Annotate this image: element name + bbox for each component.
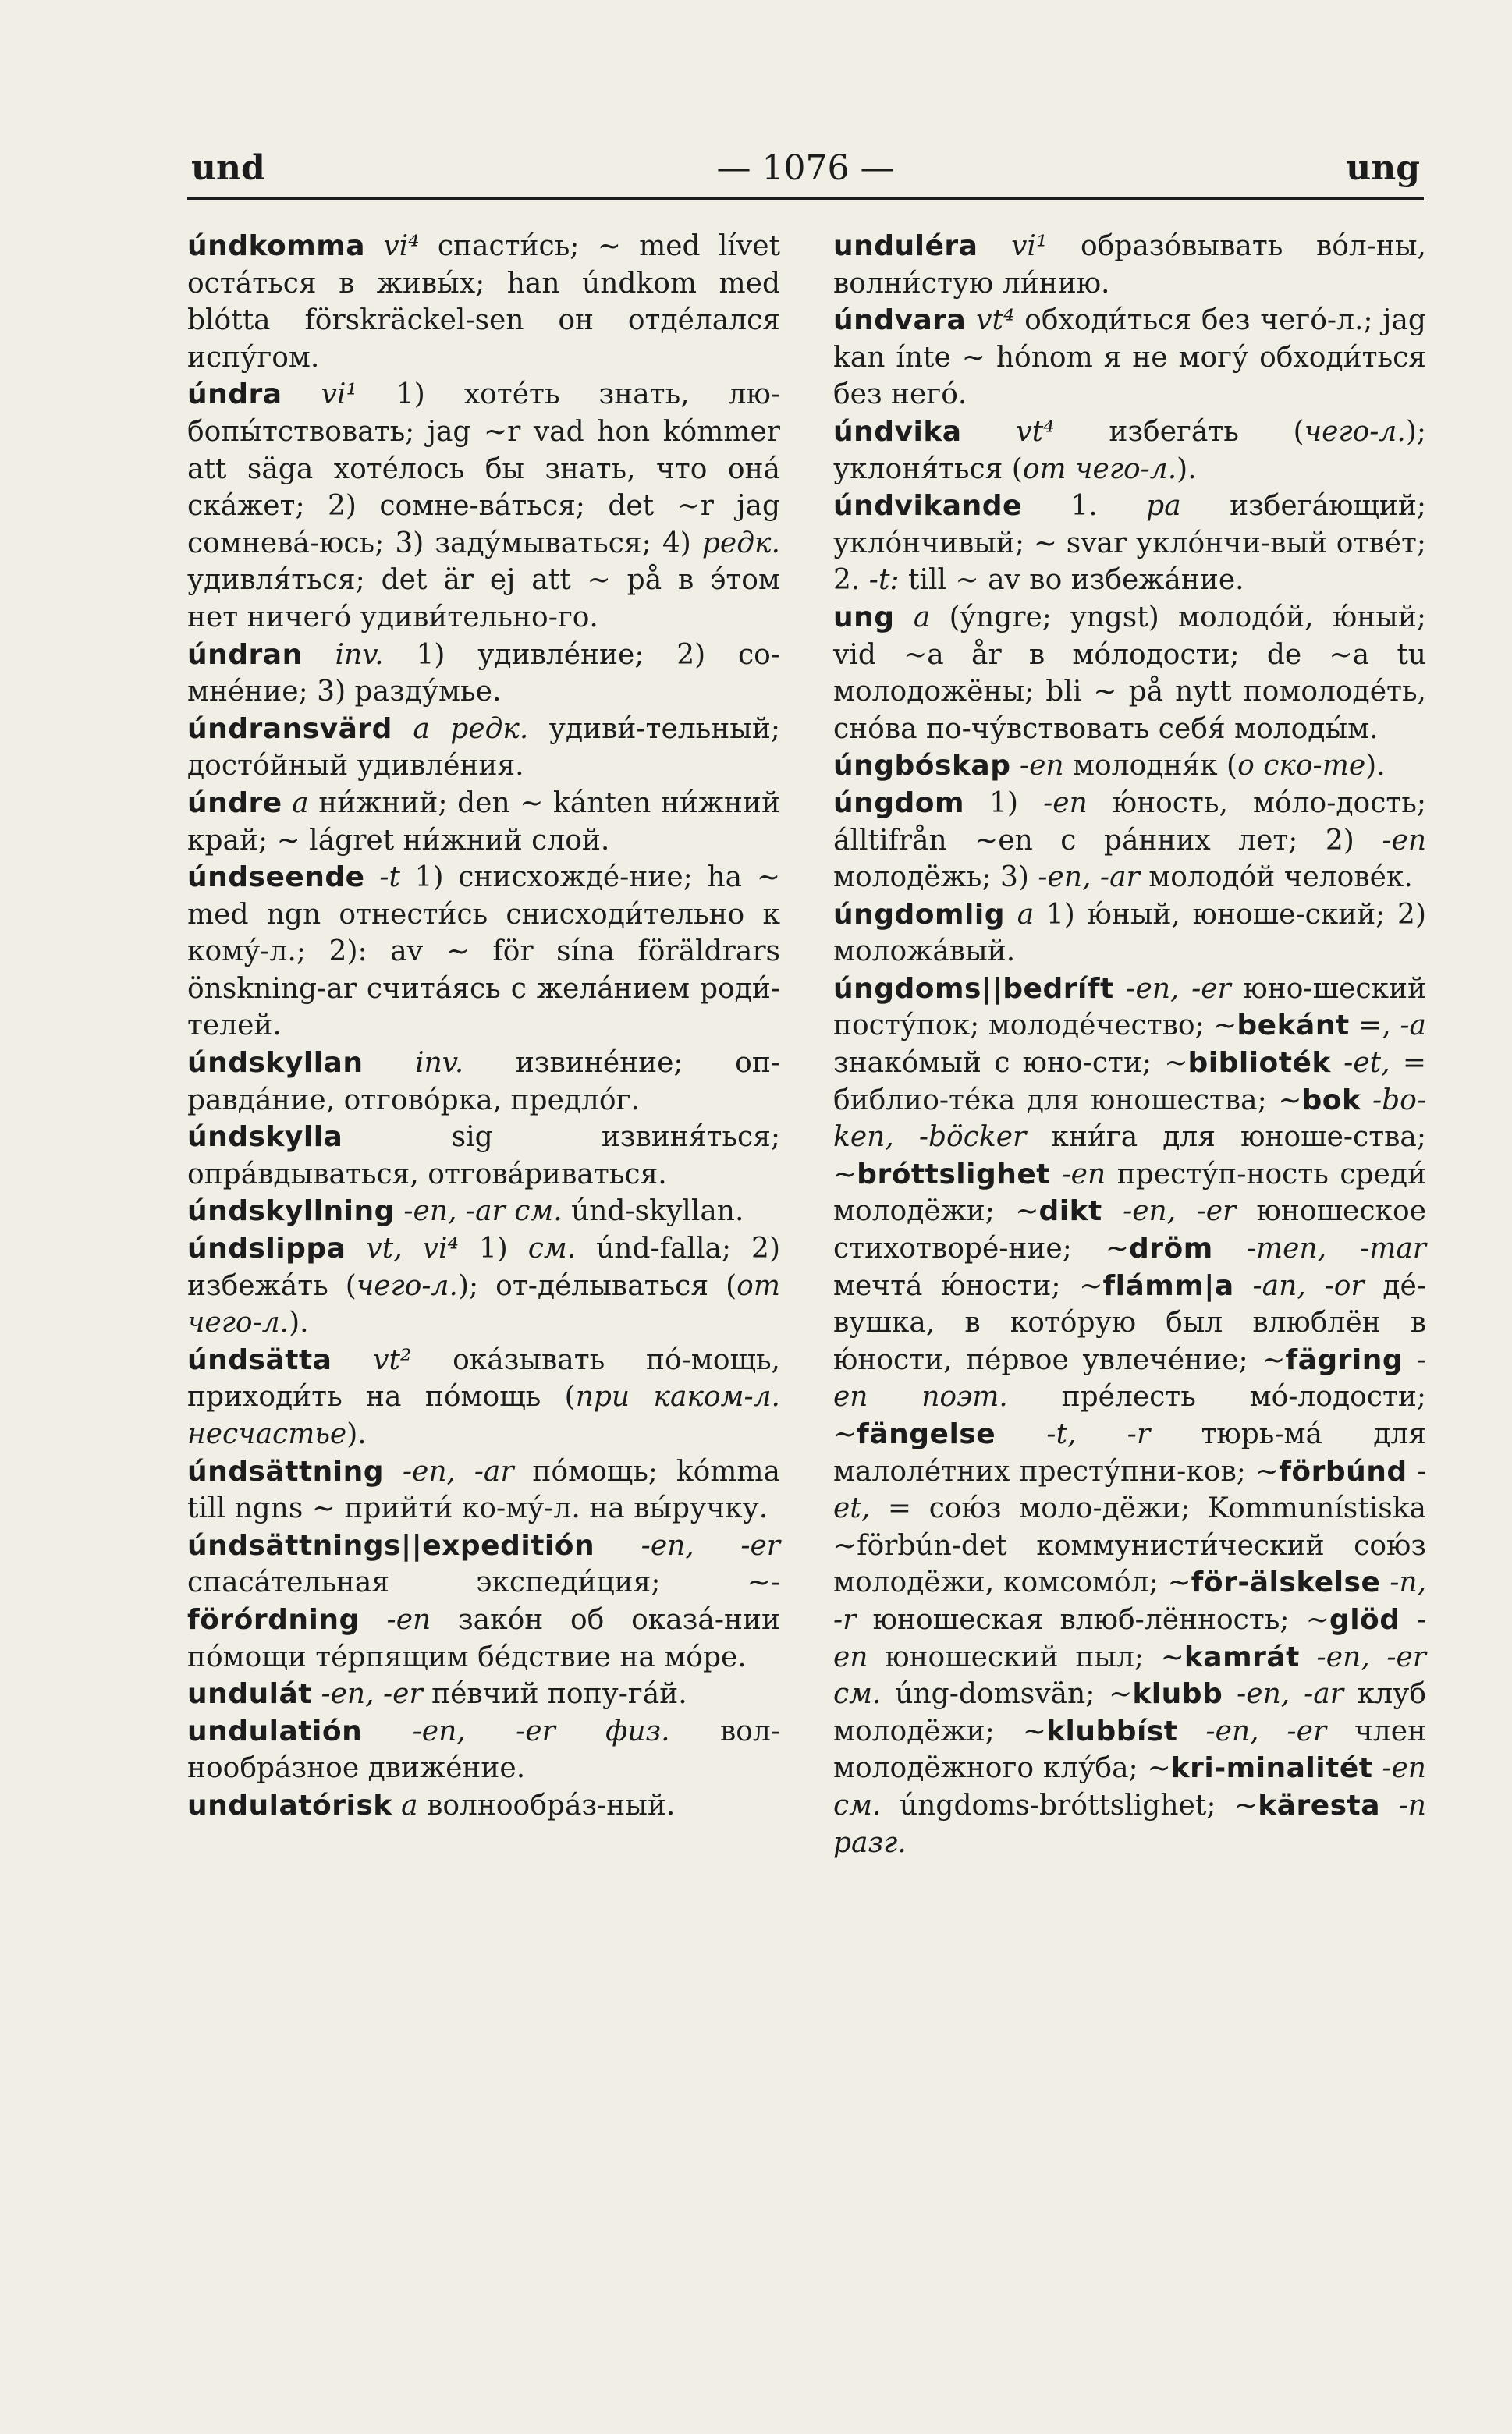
grammar-note: -en, -er	[321, 1678, 423, 1711]
entry-text: юношеская влюб-лённость; ~	[856, 1603, 1329, 1636]
dictionary-entry	[187, 785, 780, 859]
entry-text: пре́лесть мо́-лодости; ~	[833, 1381, 1426, 1450]
entry-text: молодёжь; 3)	[833, 861, 1038, 894]
entry-text: =,	[1349, 1009, 1400, 1042]
entry-text: молодня́к (	[1063, 750, 1238, 782]
page-number: — 1076 —	[716, 148, 895, 188]
header-rule	[187, 197, 1424, 200]
headword: úndsätta	[187, 1343, 332, 1376]
entry-text: úngdoms-bróttslighet; ~	[881, 1789, 1258, 1822]
entry-text: ).	[346, 1418, 367, 1450]
entry-text	[282, 378, 321, 410]
left-column	[187, 228, 780, 1825]
entry-text: 1) ю́ный, юноше-ский; 2) моложа́вый.	[833, 898, 1426, 968]
headword: úndvara	[833, 304, 967, 337]
entry-text	[966, 304, 976, 336]
entry-text: волнообра́з-ный.	[417, 1789, 676, 1822]
grammar-note: a	[401, 1789, 418, 1822]
entry-text	[312, 1678, 321, 1710]
entry-text: престу́п-ность среди́ молодёжи; ~	[833, 1158, 1426, 1228]
entry-text: молодо́й челове́к.	[1139, 861, 1413, 894]
grammar-note: -en, -er физ.	[412, 1715, 670, 1747]
grammar-note: -n разг.	[833, 1789, 1426, 1859]
entry-text: член молодёжного клу́ба; ~	[833, 1715, 1427, 1785]
entry-text	[996, 1418, 1046, 1450]
headword: úndvika	[833, 415, 962, 448]
entry-text: ); от-де́лываться (	[457, 1269, 737, 1302]
entry-text	[1102, 1195, 1123, 1227]
entry-text	[1010, 750, 1019, 782]
headword: kri-minalitét	[1170, 1752, 1373, 1785]
grammar-note: -en, -er	[1205, 1715, 1327, 1747]
right-guide-word: ung	[1346, 148, 1420, 188]
headword: úngdoms||bedríft	[833, 972, 1114, 1005]
grammar-note: -en, -ar	[1038, 861, 1140, 894]
entry-text	[360, 1604, 387, 1636]
grammar-note: -t, -r	[1046, 1418, 1151, 1450]
headword: úndskylla	[187, 1121, 343, 1154]
dictionary-entry	[187, 1342, 780, 1453]
grammar-note: -en, -ar	[1237, 1678, 1343, 1711]
running-header	[191, 148, 1420, 195]
entry-text	[1380, 1566, 1390, 1598]
entry-text: únd-skyllan.	[562, 1195, 744, 1228]
headword: úndslippa	[187, 1233, 346, 1265]
headword: úndseende	[187, 861, 365, 894]
entry-text: ).	[289, 1307, 309, 1339]
dictionary-entry	[833, 488, 1426, 599]
headword: förórdning	[187, 1603, 360, 1636]
grammar-note: см.	[527, 1233, 577, 1265]
entry-text: знако́мый с юно-сти; ~	[833, 1047, 1188, 1080]
grammar-note: -en, -ar см.	[403, 1195, 563, 1228]
headword: bróttslighet	[857, 1158, 1050, 1190]
grammar-note: -en, -er см.	[833, 1641, 1427, 1711]
entry-text: спасти́сь; ~ med lívet оста́ться в живы́х; han úndkom med blótta förskräckel-sen он отде́лался испу́гом.	[187, 230, 780, 374]
headword: bok	[1301, 1084, 1361, 1116]
entry-text	[895, 601, 914, 633]
grammar-note: a	[1017, 898, 1035, 931]
entry-text: пе́вчий попу-га́й.	[422, 1678, 687, 1711]
entry-text: обходи́ться без чего́-л.; jag kan ínte ~ hónom я не могу́ обходи́ться без него́.	[833, 304, 1426, 411]
entry-text: sig извиня́ться; опра́вдываться, отгова́риваться.	[187, 1121, 780, 1190]
headword: förbúnd	[1279, 1455, 1407, 1488]
grammar-note: -men, -mar	[1246, 1233, 1426, 1265]
grammar-note: -en	[1061, 1158, 1106, 1190]
dictionary-entry	[187, 859, 780, 1045]
entry-text: 1) хоте́ть знать, лю-бопы́тствовать; jag ~r vad hon kómmer att säga хоте́лось бы знать, что она́ ска́жет; 2) сомне-ва́ться; det ~r jag сомнева́-юсь; 3) заду́мываться; 4)	[187, 378, 780, 559]
entry-text: 1) снисхожде́-ние; ha ~ med ngn отнести́сь снисходи́тельно к кому́-л.; 2): av ~ för sína föräldrars önskning-ar счита́ясь с жела́нием роди́-телей.	[187, 861, 780, 1042]
entry-text	[1372, 1752, 1382, 1784]
headword: käresta	[1258, 1789, 1381, 1822]
grammar-note: -en	[1019, 750, 1064, 782]
headword: biblioték	[1187, 1047, 1331, 1080]
dictionary-entry	[187, 1193, 780, 1230]
right-column	[833, 228, 1426, 1861]
entry-text: till ~ av во избежа́ние.	[899, 564, 1244, 597]
entry-text	[1177, 1716, 1205, 1747]
entry-text: юношеское стихотворе́-ние; ~	[833, 1195, 1426, 1265]
entry-text: тюрь-ма́ для малоле́тних престу́пни-ков; ~	[833, 1418, 1426, 1488]
grammar-note: чего-л.	[356, 1269, 458, 1302]
grammar-note: vi¹	[321, 378, 357, 411]
headword: úndre	[187, 786, 282, 819]
left-guide-word: und	[191, 148, 265, 188]
entry-text: де́-вушка, в кото́рую был влюблён в ю́ности, пе́рвое увлече́ние; ~	[833, 1269, 1427, 1376]
grammar-note: vi¹	[1011, 230, 1048, 262]
entry-text	[1213, 1233, 1247, 1265]
entry-text	[282, 787, 293, 819]
grammar-note: -t:	[868, 564, 900, 597]
grammar-note: о ско-те	[1237, 750, 1366, 782]
entry-text: ).	[1177, 452, 1197, 485]
entry-text: юношеский пыл; ~	[868, 1641, 1184, 1673]
grammar-note: -et,	[833, 1455, 1426, 1525]
dictionary-entry	[187, 637, 780, 711]
dictionary-entry	[187, 1453, 780, 1527]
entry-text	[303, 639, 335, 671]
headword: undulatórisk	[187, 1789, 392, 1822]
grammar-note: от чего-л.	[1022, 452, 1177, 485]
grammar-note: при каком-л. несчастье	[187, 1381, 780, 1450]
entry-text	[365, 230, 383, 262]
entry-text	[1331, 1047, 1343, 1079]
entry-text	[1407, 1456, 1417, 1488]
grammar-note: -en	[1043, 786, 1088, 819]
entry-text: спаса́тельная экспеди́ция; ~-	[187, 1566, 780, 1599]
entry-text	[395, 1195, 403, 1227]
headword: fägring	[1285, 1343, 1404, 1376]
headword: úndsättning	[187, 1455, 385, 1488]
entry-text	[392, 1790, 401, 1822]
dictionary-entry	[187, 1787, 780, 1825]
headword: úngbóskap	[833, 750, 1011, 782]
dictionary-entry	[187, 376, 780, 636]
grammar-note: -et,	[1343, 1047, 1390, 1080]
headword: úndran	[187, 638, 303, 671]
entry-text	[392, 713, 413, 745]
headword: úndsättnings||expeditión	[187, 1529, 595, 1562]
entry-text: вол-нообра́зное движе́ние.	[187, 1715, 780, 1785]
grammar-note: -a	[1400, 1009, 1426, 1042]
dictionary-entry	[187, 711, 780, 785]
headword: klubbíst	[1046, 1715, 1178, 1747]
headword: úngdomlig	[833, 898, 1005, 931]
headword: úndskyllan	[187, 1047, 364, 1080]
dictionary-entry	[187, 1230, 780, 1342]
headword: undulát	[187, 1678, 312, 1711]
grammar-note: vt²	[373, 1343, 412, 1376]
grammar-note: -en	[386, 1603, 431, 1636]
grammar-note: -en, -er	[1126, 972, 1231, 1005]
grammar-note: -en, -er	[1123, 1195, 1237, 1228]
entry-text: = сою́з моло-дёжи; Kommunístiska ~förbún-det коммунисти́ческий сою́з молодёжи, комсомо́л; ~	[833, 1492, 1426, 1599]
entry-text	[978, 230, 1011, 262]
headword: úndra	[187, 378, 282, 411]
dictionary-entry	[187, 1045, 780, 1119]
headword: bekánt	[1237, 1009, 1350, 1042]
dictionary-entry	[833, 302, 1426, 413]
headword: flámm|a	[1102, 1269, 1234, 1302]
entry-text: клуб молодёжи; ~	[833, 1678, 1426, 1747]
entry-text	[1380, 1790, 1399, 1822]
entry-text	[384, 1456, 403, 1488]
grammar-note: -en	[833, 1603, 1426, 1673]
entry-text	[1361, 1084, 1372, 1116]
dictionary-entry	[187, 1119, 780, 1193]
grammar-note: -an, -or	[1252, 1269, 1365, 1302]
entry-text	[362, 1716, 412, 1747]
entry-text: 1)	[458, 1233, 528, 1265]
entry-text: ока́зывать по́-мощь, приходи́ть на по́мощь (	[187, 1343, 780, 1414]
headword: dröm	[1129, 1233, 1213, 1265]
dictionary-entry	[833, 747, 1426, 785]
entry-text: избега́ющий; укло́нчивый; ~ svar укло́нчи-вый отве́т; 2.	[833, 490, 1426, 597]
entry-text: юно-шеский посту́пок; молоде́чество; ~	[833, 972, 1427, 1042]
headword: úngdom	[833, 786, 965, 819]
headword: glöd	[1329, 1603, 1400, 1636]
grammar-note: vt⁴	[1016, 415, 1055, 448]
dictionary-entry	[833, 896, 1426, 970]
headword: ung	[833, 601, 895, 633]
grammar-note: inv.	[335, 638, 384, 671]
entry-text: образо́вывать во́л-ны, волни́стую ли́нию.	[833, 230, 1427, 300]
headword: úndvikande	[833, 490, 1022, 523]
entry-text: избега́ть (	[1054, 415, 1304, 448]
entry-text	[962, 416, 1017, 448]
dictionary-entry	[833, 413, 1426, 488]
entry-text: зако́н об оказа́-нии по́мощи те́рпящим бе́дствие на мо́ре.	[187, 1603, 780, 1673]
entry-text: мечта́ ю́ности; ~	[833, 1269, 1103, 1302]
entry-text	[1300, 1641, 1317, 1673]
entry-text	[365, 861, 380, 893]
entry-text: (ýngre; yngst) молодо́й, ю́ный; vid ~a år в мо́лодости; de ~a tu молодожёны; bli ~ på nytt помолоде́ть, сно́ва по-чу́вствовать себя́ молоды́м.	[833, 601, 1426, 745]
headword: dikt	[1038, 1195, 1102, 1228]
entry-text: ); уклоня́ться (	[833, 415, 1426, 485]
entry-text	[1223, 1678, 1237, 1710]
dictionary-entry	[833, 599, 1426, 747]
entry-text	[1403, 1344, 1417, 1376]
dictionary-entry	[833, 228, 1426, 302]
headword: úndskyllning	[187, 1195, 395, 1228]
grammar-note: -n, -r	[833, 1566, 1426, 1636]
entry-text: ).	[1365, 750, 1386, 782]
entry-text: кни́га для юноше-ства; ~	[833, 1121, 1426, 1190]
entry-text: 1)	[964, 786, 1044, 819]
grammar-note: -en	[1382, 824, 1426, 857]
grammar-note: pa	[1146, 490, 1181, 523]
entry-text: извине́ние; оп-равда́ние, отгово́рка, предло́г.	[187, 1047, 780, 1116]
grammar-note: -en поэт.	[833, 1343, 1426, 1414]
entry-text: úng-domsvän; ~	[881, 1678, 1133, 1711]
headword: unduléra	[833, 230, 978, 262]
grammar-note: -en, -er	[641, 1529, 780, 1562]
headword: kamrát	[1184, 1641, 1300, 1673]
entry-text: по́мощь; kómma till ngns ~ прийти́ ко-му́-л. на вы́ручку.	[187, 1455, 780, 1525]
headword: úndkomma	[187, 230, 366, 262]
entry-text	[346, 1233, 366, 1265]
entry-text	[595, 1530, 641, 1562]
headword: fängelse	[857, 1418, 996, 1450]
dictionary-entry	[833, 970, 1426, 1861]
headword: undulatión	[187, 1715, 363, 1747]
grammar-note: -en см.	[833, 1752, 1426, 1822]
grammar-note: от чего-л.	[187, 1269, 780, 1339]
grammar-note: -en, -ar	[402, 1455, 514, 1488]
grammar-note: чего-л.	[1304, 415, 1406, 448]
entry-text	[363, 1047, 415, 1079]
grammar-note: inv.	[415, 1047, 464, 1080]
grammar-note: редк.	[701, 527, 780, 559]
headword: klubb	[1132, 1678, 1223, 1711]
grammar-note: vt, vi⁴	[366, 1233, 459, 1265]
dictionary-entry	[187, 1527, 780, 1676]
entry-text	[332, 1344, 373, 1376]
entry-text	[1005, 899, 1017, 931]
headword: úndransvärd	[187, 712, 392, 745]
grammar-note: a	[913, 601, 931, 633]
dictionary-entry	[187, 1713, 780, 1787]
grammar-note: -bo-ken, -böcker	[833, 1084, 1427, 1154]
entry-text	[1050, 1158, 1062, 1190]
dictionary-entry	[833, 785, 1426, 896]
grammar-note: a редк.	[413, 712, 529, 745]
entry-text	[1400, 1604, 1417, 1636]
grammar-note: vt⁴	[976, 304, 1015, 337]
entry-text: удиви́-тельный; досто́йный удивле́ния.	[187, 712, 781, 782]
entry-text: ю́ность, мо́ло-дость; álltifrån ~en с ра́нних лет; 2)	[833, 786, 1426, 857]
entry-text	[1234, 1270, 1253, 1302]
dictionary-entry	[187, 1676, 780, 1713]
entry-text: 1) удивле́ние; 2) со-мне́ние; 3) разду́мье.	[187, 638, 780, 708]
entry-text: = библио-те́ка для юношества; ~	[833, 1047, 1427, 1116]
entry-text: удивля́ться; det är ej att ~ på в э́том нет ничего́ удиви́тельно-го.	[187, 564, 780, 633]
dictionary-entry	[187, 228, 780, 376]
entry-text	[1114, 973, 1127, 1005]
headword: för-älskelse	[1191, 1566, 1381, 1599]
entry-text: ни́жний; den ~ kánten ни́жний край; ~ lágret ни́жний слой.	[187, 786, 781, 857]
grammar-note: a	[292, 786, 309, 819]
grammar-note: -t	[379, 861, 400, 894]
entry-text: únd-falla; 2) избежа́ть (	[187, 1233, 780, 1302]
grammar-note: vi⁴	[383, 230, 420, 262]
entry-text: 1.	[1021, 490, 1147, 523]
